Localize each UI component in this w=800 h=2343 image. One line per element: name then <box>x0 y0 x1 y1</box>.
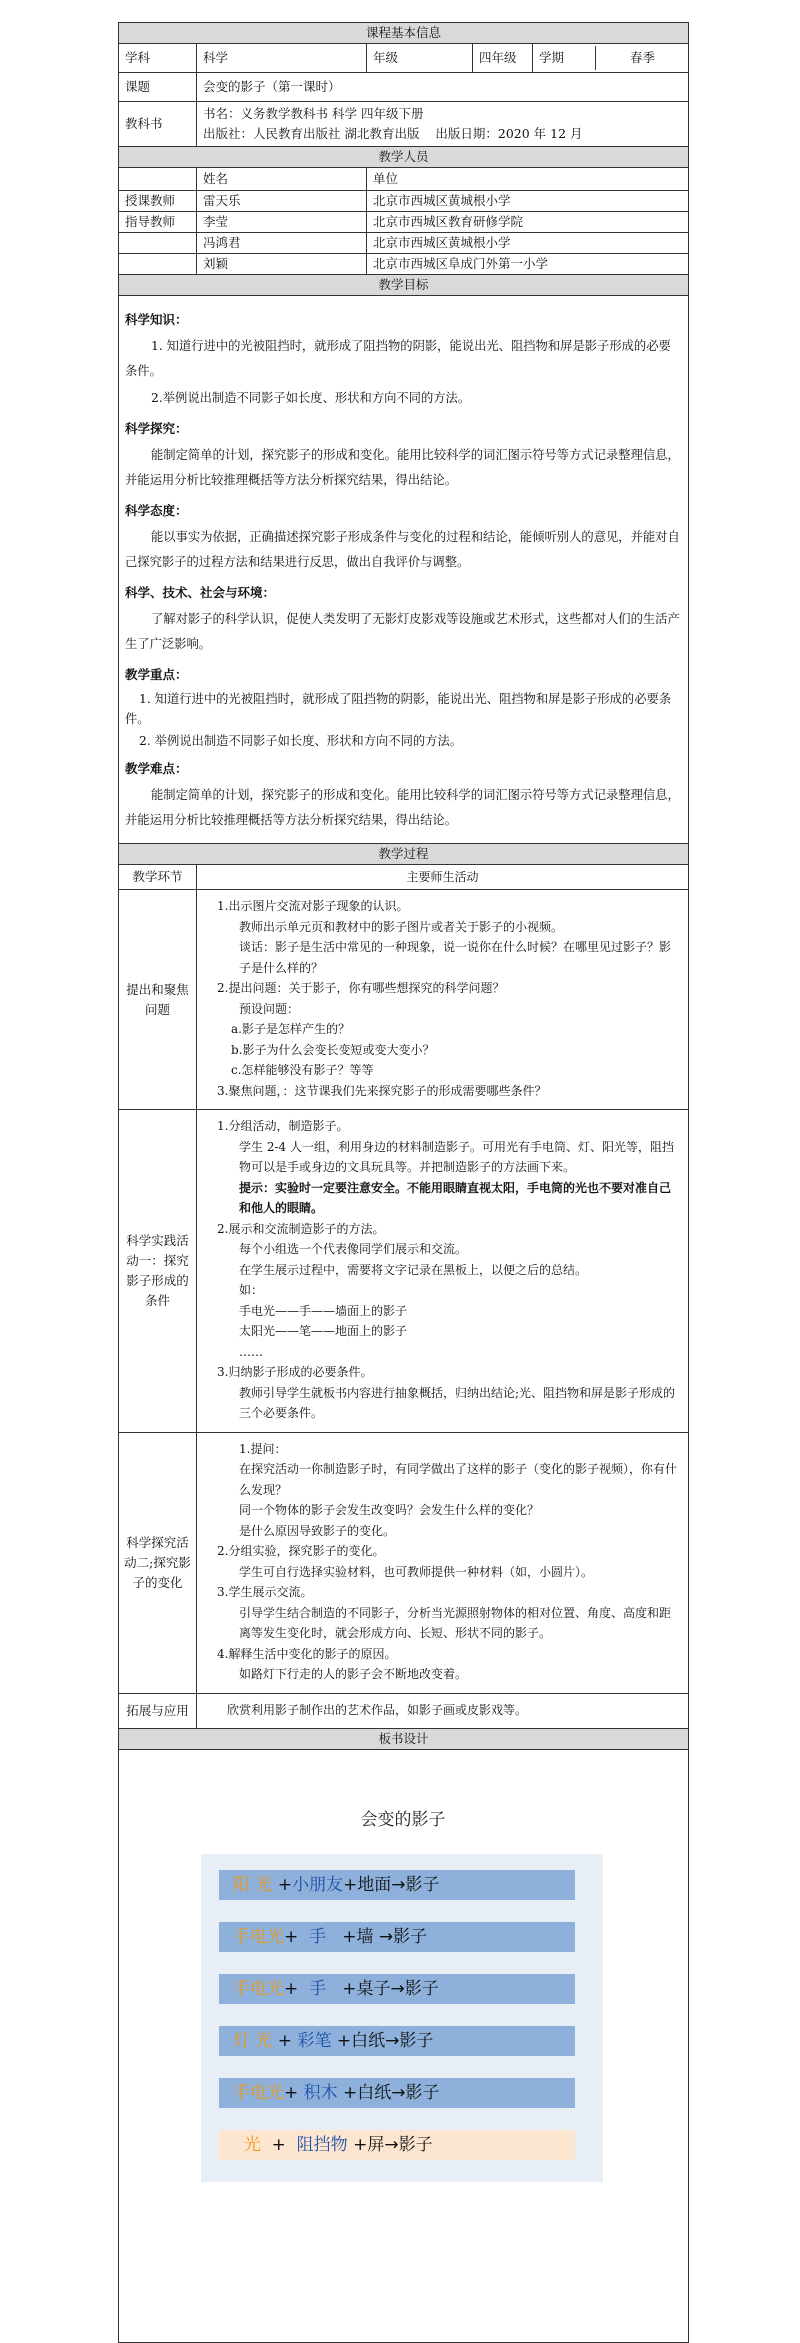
activity-line: 3.归纳影子形成的必要条件。 <box>217 1365 373 1379</box>
board-formula-row <box>219 2026 575 2056</box>
staff-role: 授课教师 <box>119 191 197 212</box>
stage-activities <box>197 1432 689 1693</box>
board-formula-term: 光 <box>233 2134 261 2155</box>
board-formula-row <box>219 1974 575 2004</box>
board-formula-term: 手电光 <box>233 1926 284 1947</box>
book-info <box>197 102 689 147</box>
stage-label: 提出和聚焦问题 <box>119 890 197 1110</box>
lesson-plan-table <box>118 22 689 2343</box>
board-formula-term: + <box>284 1926 310 1947</box>
stage-activities <box>197 1110 689 1433</box>
board-formula-row <box>219 1922 575 1952</box>
stage-label: 科学探究活动二;探究影子的变化 <box>119 1432 197 1693</box>
activity-line: 学生 2-4 人一组，利用身边的材料制造影子。可用光有手电筒、灯、阳光等，阻挡物可以是手或身边的文具玩具等。并把制造影子的方法画下来。 <box>239 1139 674 1174</box>
activity-line: b.影子为什么会变长变短或变大变小？ <box>231 1042 435 1057</box>
board-formula-term: +屏→影子 <box>347 2134 433 2155</box>
board-formula-term: + <box>284 1978 310 1999</box>
board-formula-term: 积木 <box>303 2082 338 2103</box>
term-cell <box>533 44 689 73</box>
activity-line: 如路灯下行走的人的影子会不断地改变着。 <box>239 1667 468 1681</box>
board-formula-term: 手 <box>309 1926 327 1947</box>
activity-line: 是什么原因导致影子的变化。 <box>239 1523 396 1538</box>
lesson-plan-sheet <box>118 22 688 2343</box>
activity-line: 在学生展示过程中，需要将文字记录在黑板上，以便之后的总结。 <box>239 1262 588 1277</box>
book-line-2: 出版社：人民教育出版社 湖北教育出版 出版日期：2020 年 12 月 <box>203 126 583 141</box>
goals-content <box>119 296 689 844</box>
subject-value: 科学 <box>197 44 367 73</box>
book-line-1: 书名：义务教学教科书 科学 四年级下册 <box>203 106 424 121</box>
process-header: 教学过程 <box>119 844 689 865</box>
board-formula-term: 手电光 <box>233 2082 284 2103</box>
activity-line: 教师出示单元页和教材中的影子图片或者关于影子的小视频。 <box>239 919 564 934</box>
subject-label: 学科 <box>119 44 197 73</box>
activity-line: 2.提出问题：关于影子，你有哪些想探究的科学问题？ <box>217 981 505 995</box>
activity-line: 1.分组活动，制造影子。 <box>217 1119 349 1133</box>
board-formula-term: 彩笔 <box>297 2030 332 2051</box>
activity-line: 同一个物体的影子会发生改变吗？会发生什么样的变化？ <box>239 1503 540 1517</box>
board-formula-term: +桌子→影子 <box>326 1978 439 1999</box>
knowledge-item-1: 1. 知道行进中的光被阻挡时，就形成了阻挡物的阴影，能说出光、阻挡物和屏是影子形成的必要条件。 <box>125 339 671 378</box>
term-label: 学期 <box>533 46 596 70</box>
stse-text: 了解对影子的科学认识，促使人类发明了无影灯皮影戏等设施或艺术形式，这些都对人们的生活产生了广泛影响。 <box>125 612 680 651</box>
topic-label: 课题 <box>119 73 197 102</box>
book-label: 教科书 <box>119 102 197 147</box>
blackboard-design <box>119 1749 689 2342</box>
grade-value: 四年级 <box>473 44 533 73</box>
key-points-title: 教学重点： <box>125 667 188 682</box>
activity-line: 4.解释生活中变化的影子的原因。 <box>217 1646 397 1661</box>
board-formula-term: +白纸→影子 <box>337 2082 440 2103</box>
name-column-header: 姓名 <box>197 168 367 191</box>
basic-info-header: 课程基本信息 <box>119 23 689 44</box>
board-formula-term: + <box>284 2082 304 2103</box>
attitude-text: 能以事实为依据，正确描述探究影子形成条件与变化的过程和结论，能倾听别人的意见，并能对自己探究影子的过程方法和结果进行反思，做出自我评价与调整。 <box>125 530 680 569</box>
stage-column-header: 教学环节 <box>119 865 197 890</box>
activity-line: 谈话：影子是生活中常见的一种现象，说一说你在什么时候？在哪里见过影子？影子是什么样的？ <box>239 940 672 975</box>
key-point-1: 1. 知道行进中的光被阻挡时，就形成了阻挡物的阴影，能说出光、阻挡物和屏是影子形成的必要条件。 <box>125 692 672 726</box>
board-formula-row <box>219 2130 575 2160</box>
board-title: 会变的影子 <box>360 1809 446 1830</box>
board-formula-row <box>219 2078 575 2108</box>
knowledge-item-2: 2.举例说出制造不同影子如长度、形状和方向不同的方法。 <box>151 391 471 405</box>
staff-unit: 北京市西城区阜成门外第一小学 <box>367 254 689 275</box>
staff-name: 冯鸿君 <box>197 233 367 254</box>
term-value: 春季 <box>630 50 656 65</box>
topic-value: 会变的影子（第一课时） <box>197 73 689 102</box>
activity-line: 学生可自行选择实验材料，也可教师提供一种材料（如，小圆片）。 <box>239 1564 594 1579</box>
inquiry-text: 能制定简单的计划，探究影子的形成和变化。能用比较科学的词汇图示符号等方式记录整理信息，并能运用分析比较推理概括等方法分析探究结果，得出结论。 <box>125 448 680 487</box>
board-formula-term: 阻挡物 <box>296 2134 348 2155</box>
safety-tip: 提示：实验时一定要注意安全。不能用眼睛直视太阳，手电筒的光也不要对准自己和他人的眼睛。 <box>239 1180 672 1215</box>
staff-unit: 北京市西城区黄城根小学 <box>367 191 689 212</box>
staff-unit: 北京市西城区黄城根小学 <box>367 233 689 254</box>
activity-line: 1.提问： <box>239 1441 287 1456</box>
staff-role <box>119 233 197 254</box>
activity-line: 3.聚焦问题，：这节课我们先来探究影子的形成需要哪些条件？ <box>217 1083 547 1098</box>
difficulty-title: 教学难点： <box>125 761 188 776</box>
stage-label: 拓展与应用 <box>119 1693 197 1728</box>
activity-line: 教师引导学生就板书内容进行抽象概括，归纳出结论;光、阻挡物和屏是影子形成的三个必要条件。 <box>239 1385 676 1420</box>
stage-activities <box>197 890 689 1110</box>
board-formula-term: + <box>272 2030 298 2051</box>
board-formula-term: 手 <box>309 1978 327 1999</box>
unit-column-header: 单位 <box>367 168 689 191</box>
board-formula-term: +地面→影子 <box>343 1874 440 1895</box>
board-header: 板书设计 <box>119 1728 689 1749</box>
staff-name: 雷天乐 <box>197 191 367 212</box>
activity-line: 2.分组实验，探究影子的变化。 <box>217 1544 385 1558</box>
board-formula-term: + <box>272 1874 293 1895</box>
inquiry-title: 科学探究： <box>125 421 188 436</box>
activity-line: 预设问题： <box>239 1001 300 1016</box>
activity-line: 每个小组选一个代表像同学们展示和交流。 <box>239 1242 468 1256</box>
attitude-title: 科学态度： <box>125 503 188 518</box>
activity-line: 2.展示和交流制造影子的方法。 <box>217 1221 385 1236</box>
board-formula-term: + <box>260 2134 297 2155</box>
activity-line: …… <box>239 1344 263 1359</box>
activity-line: 3.学生展示交流。 <box>217 1585 313 1599</box>
activity-line: 引导学生结合制造的不同影子，分析当光源照射物体的相对位置、角度、高度和距离等发生变化时，就会形成方向、长短、形状不同的影子。 <box>239 1605 672 1640</box>
board-formula-term: 灯 光 <box>233 2030 273 2051</box>
board-formula-term: 小朋友 <box>292 1874 344 1895</box>
knowledge-title: 科学知识： <box>125 312 188 327</box>
activity-line: 如： <box>239 1283 264 1297</box>
stse-title: 科学、技术、社会与环境： <box>125 585 276 600</box>
staff-role: 指导教师 <box>119 212 197 233</box>
activity-line: 1.出示图片交流对影子现象的认识。 <box>217 899 409 913</box>
grade-label: 年级 <box>367 44 473 73</box>
activity-line: 手电光——手——墙面上的影子 <box>239 1303 408 1318</box>
extension-text: 欣赏利用影子制作出的艺术作品，如影子画或皮影戏等。 <box>197 1693 689 1728</box>
activity-line: a.影子是怎样产生的？ <box>231 1022 350 1036</box>
goals-header: 教学目标 <box>119 275 689 296</box>
key-point-2: 2. 举例说出制造不同影子如长度、形状和方向不同的方法。 <box>139 734 463 748</box>
board-formula-term: 阳 光 <box>233 1874 273 1895</box>
board-formula-term: +白纸→影子 <box>331 2030 434 2051</box>
staff-corner <box>119 168 197 191</box>
difficulty-text: 能制定简单的计划，探究影子的形成和变化。能用比较科学的词汇图示符号等方式记录整理信息，并能运用分析比较推理概括等方法分析探究结果，得出结论。 <box>125 788 680 827</box>
staff-name: 李莹 <box>197 212 367 233</box>
board-formula-term: +墙 →影子 <box>326 1926 428 1947</box>
activity-column-header: 主要师生活动 <box>197 865 689 890</box>
stage-label: 科学实践活动一：探究影子形成的条件 <box>119 1110 197 1433</box>
board-formula-term: 手电光 <box>233 1978 284 1999</box>
staff-unit: 北京市西城区教育研修学院 <box>367 212 689 233</box>
activity-line: 在探究活动一你制造影子时，有同学做出了这样的影子（变化的影子视频），你有什么发现？ <box>239 1462 678 1497</box>
staff-role <box>119 254 197 275</box>
staff-header: 教学人员 <box>119 147 689 168</box>
staff-name: 刘颖 <box>197 254 367 275</box>
activity-line: 太阳光——笔——地面上的影子 <box>239 1324 408 1338</box>
activity-line: c.怎样能够没有影子？等等 <box>231 1063 374 1077</box>
board-formula-row <box>219 1870 575 1900</box>
